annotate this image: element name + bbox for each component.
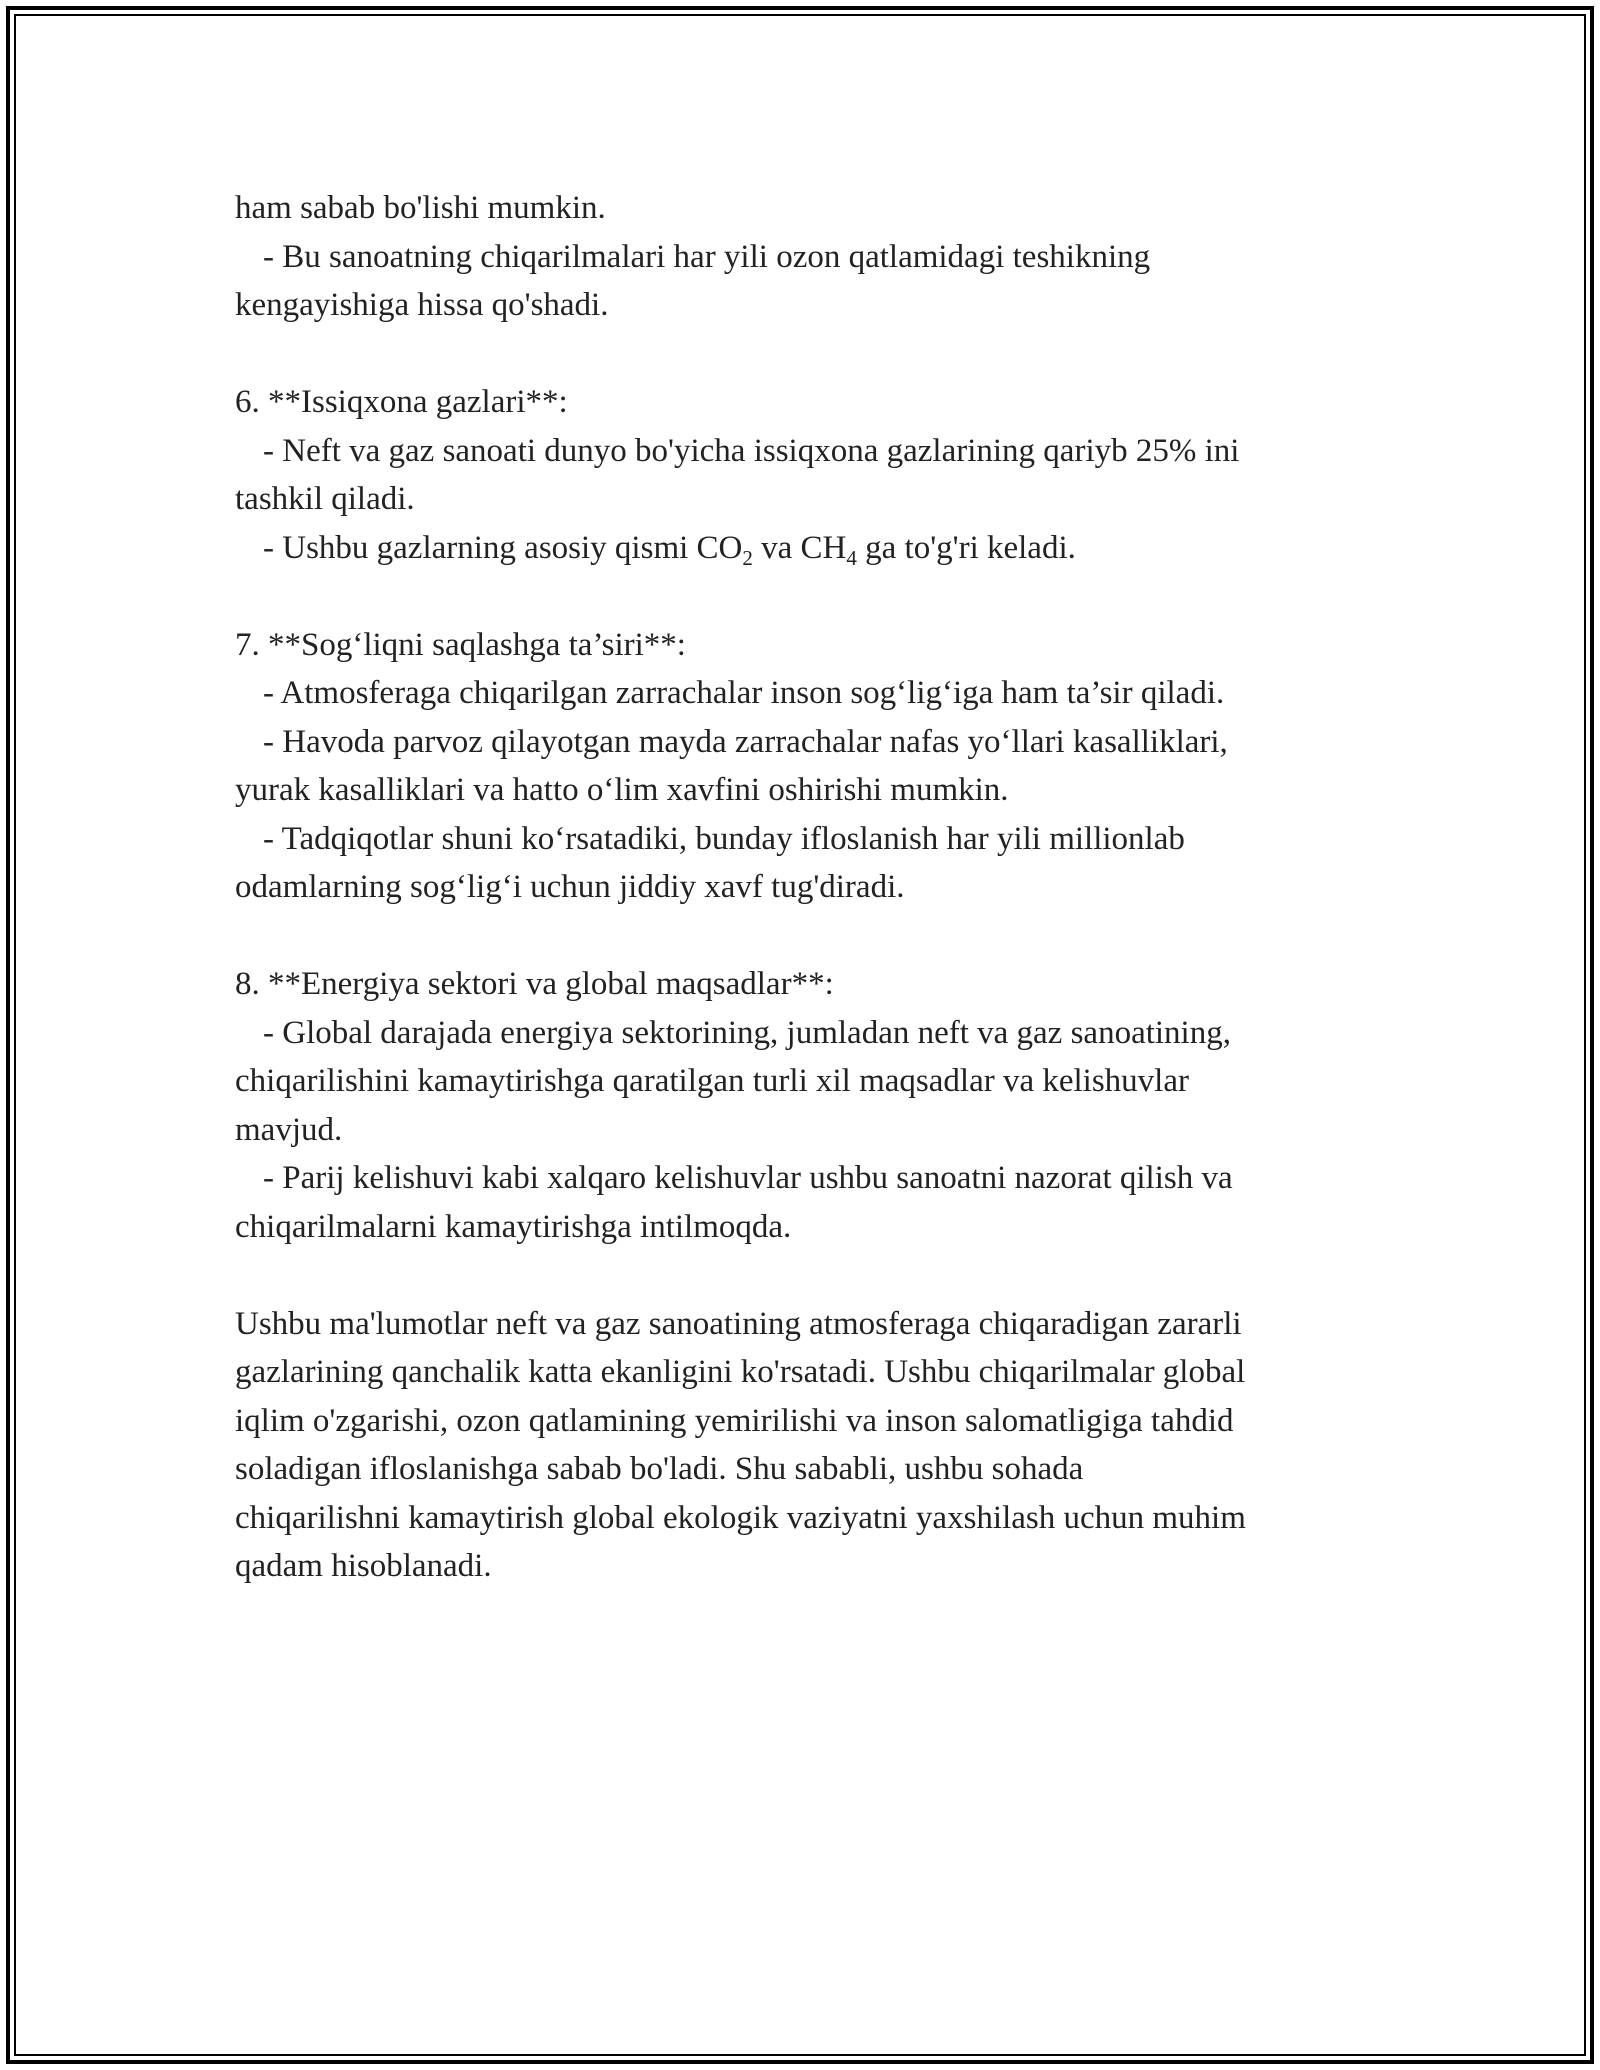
text-line: mavjud.	[235, 1111, 343, 1148]
text-line: odamlarning sog‘lig‘i uchun jiddiy xavf tug'diradi.	[235, 869, 905, 905]
text-line: qadam hisoblanadi.	[235, 1548, 492, 1584]
continuation-block	[235, 184, 1385, 330]
bullet-line: - Bu sanoatning chiqarilmalari har yili ozon qatlamidagi teshikning	[263, 238, 1151, 275]
subscript-2: 2	[742, 545, 753, 570]
section-heading: 7. **Sog‘liqni saqlashga ta’siri**:	[235, 626, 686, 663]
section-heading: 6. **Issiqxona gazlari**:	[235, 384, 568, 420]
text-line: chiqarilishini kamaytirishga qaratilgan turli xil maqsadlar va kelishuvlar	[235, 1063, 1189, 1099]
bullet-line-formula	[235, 524, 1385, 573]
text-line: chiqarilmalarni kamaytirishga intilmoqda.	[235, 1208, 792, 1245]
text-line: soladigan ifloslanishga sabab bo'ladi. Shu sababli, ushbu sohada	[235, 1451, 1084, 1487]
formula-text-before: - Ushbu gazlarning asosiy qismi CO	[263, 529, 743, 566]
text-line: Ushbu ma'lumotlar neft va gaz sanoatining atmosferaga chiqaradigan zararli	[235, 1305, 1242, 1342]
bullet-line: - Atmosferaga chiqarilgan zarrachalar inson sog‘lig‘iga ham ta’sir qiladi.	[263, 675, 1225, 711]
text-line: ham sabab bo'lishi mumkin.	[235, 190, 606, 226]
text-line: chiqarilishni kamaytirish global ekologik vaziyatni yaxshilash uchun muhim	[235, 1499, 1246, 1536]
section-7	[235, 621, 1385, 912]
bullet-line: - Neft va gaz sanoati dunyo bo'yicha issiqxona gazlarining qariyb 25% ini	[263, 432, 1240, 469]
bullet-line: - Global darajada energiya sektorining, jumladan neft va gaz sanoatining,	[263, 1014, 1231, 1051]
section-8	[235, 960, 1385, 1251]
text-line: kengayishiga hissa qo'shadi.	[235, 287, 609, 323]
text-line: tashkil qiladi.	[235, 481, 415, 517]
conclusion-paragraph	[235, 1300, 1385, 1591]
bullet-line: - Havoda parvoz qilayotgan mayda zarrachalar nafas yo‘llari kasalliklari,	[263, 723, 1228, 760]
bullet-line: - Tadqiqotlar shuni ko‘rsatadiki, bunday ifloslanish har yili millionlab	[263, 820, 1185, 857]
section-heading: 8. **Energiya sektori va global maqsadlar**:	[235, 966, 834, 1002]
text-line: gazlarining qanchalik katta ekanligini ko'rsatadi. Ushbu chiqarilmalar global	[235, 1354, 1246, 1390]
formula-text-after: ga to'g'ri keladi.	[856, 529, 1076, 566]
section-6	[235, 378, 1385, 572]
text-line: iqlim o'zgarishi, ozon qatlamining yemirilishi va inson salomatligiga tahdid	[235, 1402, 1234, 1439]
formula-text-middle: va CH	[752, 529, 847, 566]
subscript-4: 4	[846, 545, 857, 570]
bullet-line: - Parij kelishuvi kabi xalqaro kelishuvlar ushbu sanoatni nazorat qilish va	[263, 1160, 1233, 1196]
text-line: yurak kasalliklari va hatto o‘lim xavfini oshirishi mumkin.	[235, 772, 1009, 808]
document-body	[235, 184, 1385, 1639]
